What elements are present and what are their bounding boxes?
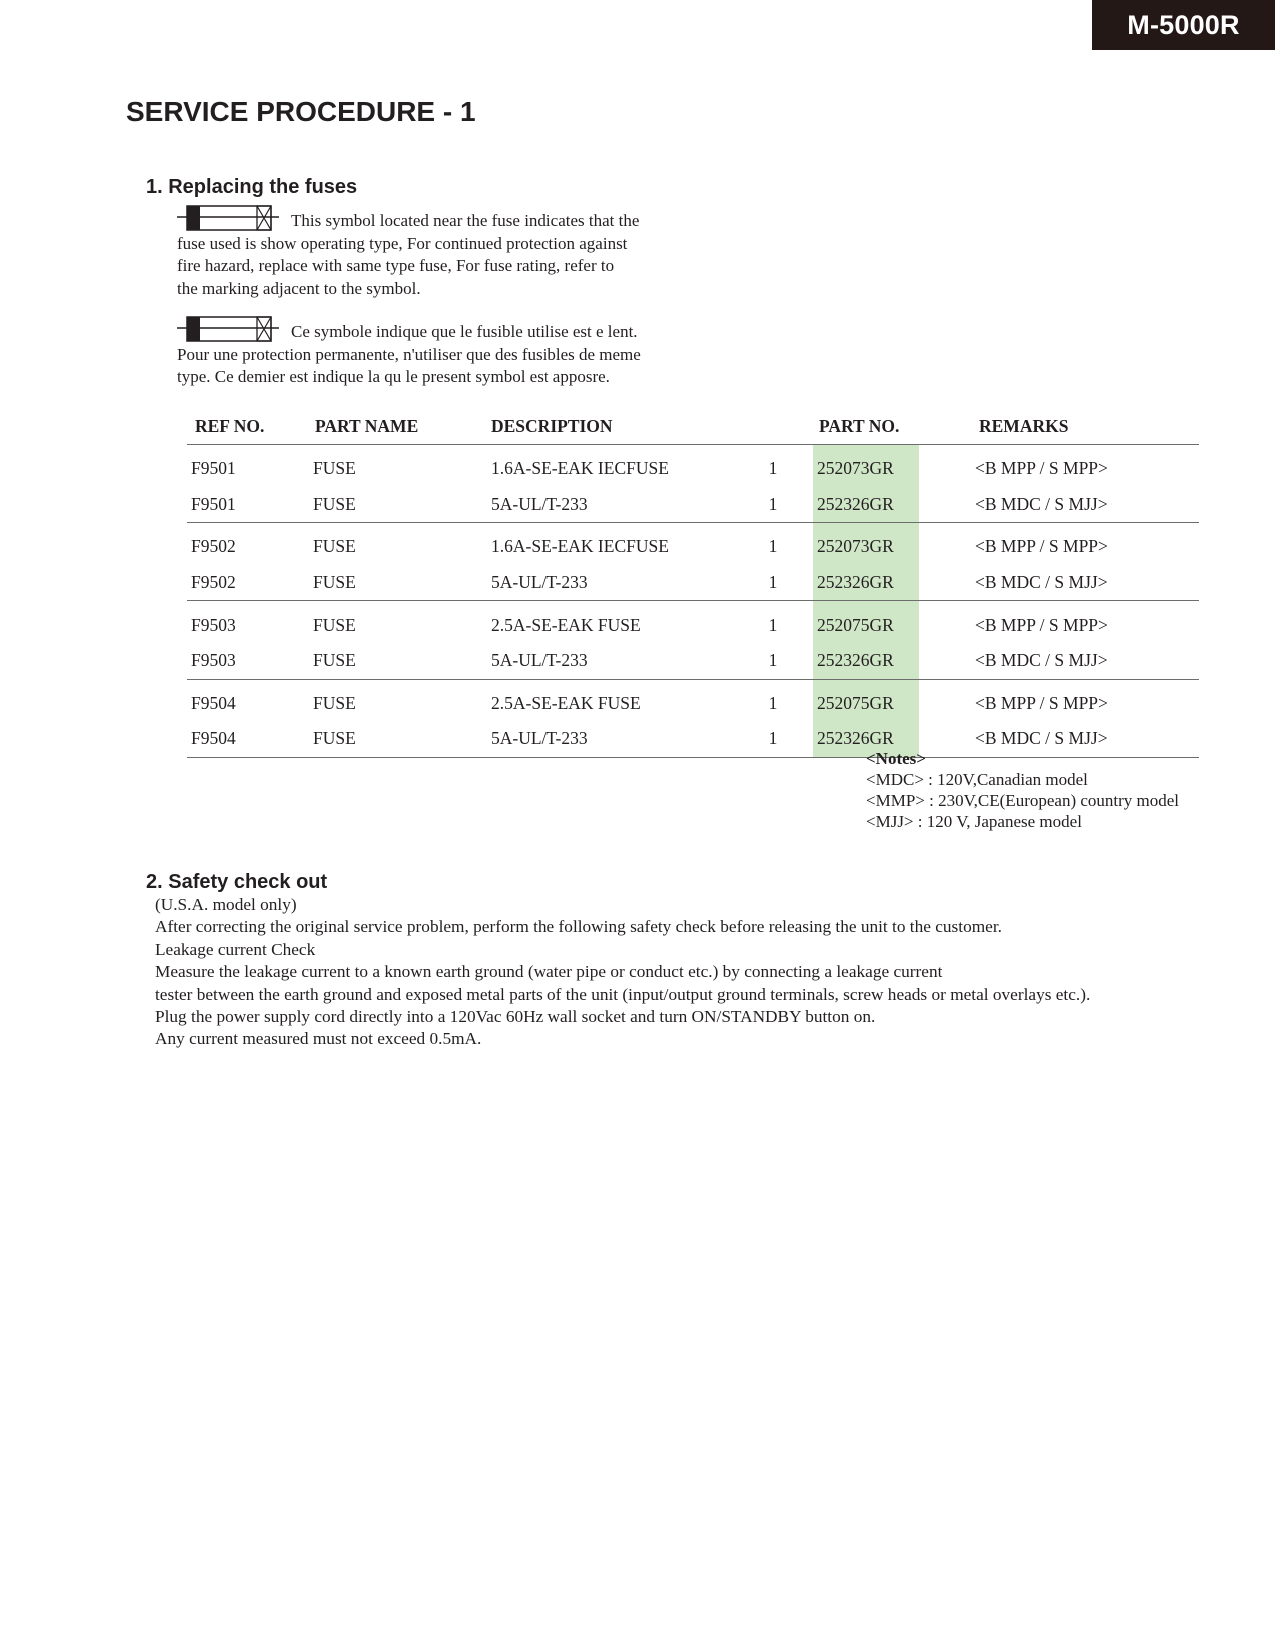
table-row: [187, 523, 1199, 565]
cell-ref-no: F9501: [187, 487, 313, 523]
cell-part-no: 252326GR: [813, 721, 919, 757]
cell-quantity: 1: [733, 721, 813, 757]
col-header-quantity: [733, 408, 813, 445]
cell-quantity: 1: [768, 458, 778, 479]
fuse-parts-table: [187, 408, 1199, 758]
cell-part-no: 252075GR: [813, 601, 919, 643]
fuse-note-english-line: This symbol located near the fuse indicates that the: [291, 211, 640, 230]
col-header-part-no: PART NO.: [813, 408, 919, 445]
cell-remarks: <B MDC / S MJJ>: [919, 487, 1199, 523]
fuse-note-french-line: Ce symbole indique que le fusible utilise est e lent.: [291, 322, 638, 341]
section-title-safety-check: 2. Safety check out: [146, 871, 328, 893]
cell-quantity: 1: [733, 487, 813, 523]
table-row: [187, 565, 1199, 601]
fuse-note-french-line: Pour une protection permanente, n'utiliser que des fusibles de meme: [177, 345, 641, 365]
section-title-replacing-fuses: 1. Replacing the fuses: [146, 176, 358, 198]
fuse-note-english-line: fire hazard, replace with same type fuse, For fuse rating, refer to: [177, 256, 615, 276]
table-row: [187, 487, 1199, 523]
cell-part-name: FUSE: [313, 721, 491, 757]
safety-line: Any current measured must not exceed 0.5mA.: [155, 1029, 482, 1049]
cell-quantity: 1: [733, 643, 813, 679]
cell-description: 2.5A-SE-EAK FUSE: [491, 692, 641, 713]
cell-ref-no: F9503: [187, 643, 313, 679]
cell-part-name: FUSE: [313, 565, 491, 601]
fuse-note-french-line: type. Ce demier est indique la qu le present symbol est apposre.: [177, 367, 610, 387]
notes-title: <Notes>: [866, 749, 926, 768]
cell-part-no: 252326GR: [813, 643, 919, 679]
cell-part-no: 252073GR: [813, 445, 919, 487]
model-notes: [866, 748, 1179, 832]
model-name: M-5000R: [1127, 9, 1240, 40]
cell-remarks: <B MDC / S MJJ>: [919, 565, 1199, 601]
table-row: [187, 679, 1199, 721]
slow-blow-fuse-symbol-icon: [177, 314, 279, 344]
cell-part-name: FUSE: [313, 458, 356, 479]
safety-check-text: [155, 894, 1090, 1051]
cell-remarks: <B MDC / S MJJ>: [919, 643, 1199, 679]
cell-part-name: FUSE: [313, 643, 491, 679]
cell-ref-no: F9502: [191, 536, 236, 557]
note-line: <MDC> : 120V,Canadian model: [866, 770, 1088, 789]
col-header-part-name: PART NAME: [313, 408, 491, 445]
cell-description: 5A-UL/T-233: [491, 565, 733, 601]
cell-ref-no: F9502: [187, 565, 313, 601]
cell-description: 2.5A-SE-EAK FUSE: [491, 614, 641, 635]
cell-remarks: <B MPP / S MPP>: [975, 614, 1108, 635]
cell-remarks: <B MPP / S MPP>: [975, 458, 1108, 479]
cell-part-no: 252326GR: [813, 487, 919, 523]
cell-part-name: FUSE: [313, 487, 491, 523]
cell-remarks: <B MPP / S MPP>: [975, 536, 1108, 557]
cell-ref-no: F9504: [187, 721, 313, 757]
cell-ref-no: F9501: [191, 458, 236, 479]
table-header-row: [187, 408, 1199, 445]
table-row: [187, 601, 1199, 643]
fuse-note-english-line: fuse used is show operating type, For continued protection against: [177, 234, 628, 254]
safety-line: tester between the earth ground and exposed metal parts of the unit (input/output ground terminals, screw heads or metal overlays etc.).: [155, 984, 1091, 1004]
cell-quantity: 1: [768, 536, 778, 557]
cell-ref-no: F9503: [191, 614, 236, 635]
cell-description: 5A-UL/T-233: [491, 487, 733, 523]
cell-part-name: FUSE: [313, 614, 356, 635]
cell-part-no: 252326GR: [813, 565, 919, 601]
fuse-note-english-line: the marking adjacent to the symbol.: [177, 278, 421, 298]
cell-part-no: 252073GR: [813, 523, 919, 565]
cell-ref-no: F9504: [191, 692, 236, 713]
safety-line: Plug the power supply cord directly into a 120Vac 60Hz wall socket and turn ON/STANDBY button on.: [155, 1007, 876, 1027]
fuse-note-english: [177, 210, 697, 300]
cell-remarks: <B MDC / S MJJ>: [919, 721, 1199, 757]
note-line: <MMP> : 230V,CE(European) country model: [866, 791, 1180, 810]
slow-blow-fuse-symbol-icon: [177, 203, 279, 233]
cell-part-name: FUSE: [313, 692, 356, 713]
cell-part-no: 252075GR: [813, 679, 919, 721]
cell-description: 1.6A-SE-EAK IECFUSE: [491, 458, 669, 479]
col-header-description: DESCRIPTION: [491, 408, 733, 445]
page-title: SERVICE PROCEDURE - 1: [126, 96, 476, 127]
note-line: <MJJ> : 120 V, Japanese model: [866, 812, 1082, 831]
cell-quantity: 1: [733, 565, 813, 601]
safety-line: Leakage current Check: [155, 939, 316, 959]
table-row: [187, 643, 1199, 679]
fuse-note-french: [177, 321, 717, 389]
col-header-remarks: REMARKS: [919, 408, 1199, 445]
cell-description: 1.6A-SE-EAK IECFUSE: [491, 536, 669, 557]
col-header-ref-no: REF NO.: [187, 408, 313, 445]
cell-remarks: <B MPP / S MPP>: [975, 692, 1108, 713]
table-row: [187, 445, 1199, 487]
cell-description: 5A-UL/T-233: [491, 643, 733, 679]
cell-quantity: 1: [768, 692, 778, 713]
cell-quantity: 1: [768, 614, 778, 635]
model-badge: [1092, 0, 1275, 50]
safety-line: (U.S.A. model only): [155, 895, 297, 914]
safety-line: After correcting the original service problem, perform the following safety check before releasing the unit to the customer.: [155, 917, 1002, 937]
cell-description: 5A-UL/T-233: [491, 721, 733, 757]
cell-part-name: FUSE: [313, 536, 356, 557]
safety-line: Measure the leakage current to a known earth ground (water pipe or conduct etc.) by connecting a leakage current: [155, 962, 943, 982]
